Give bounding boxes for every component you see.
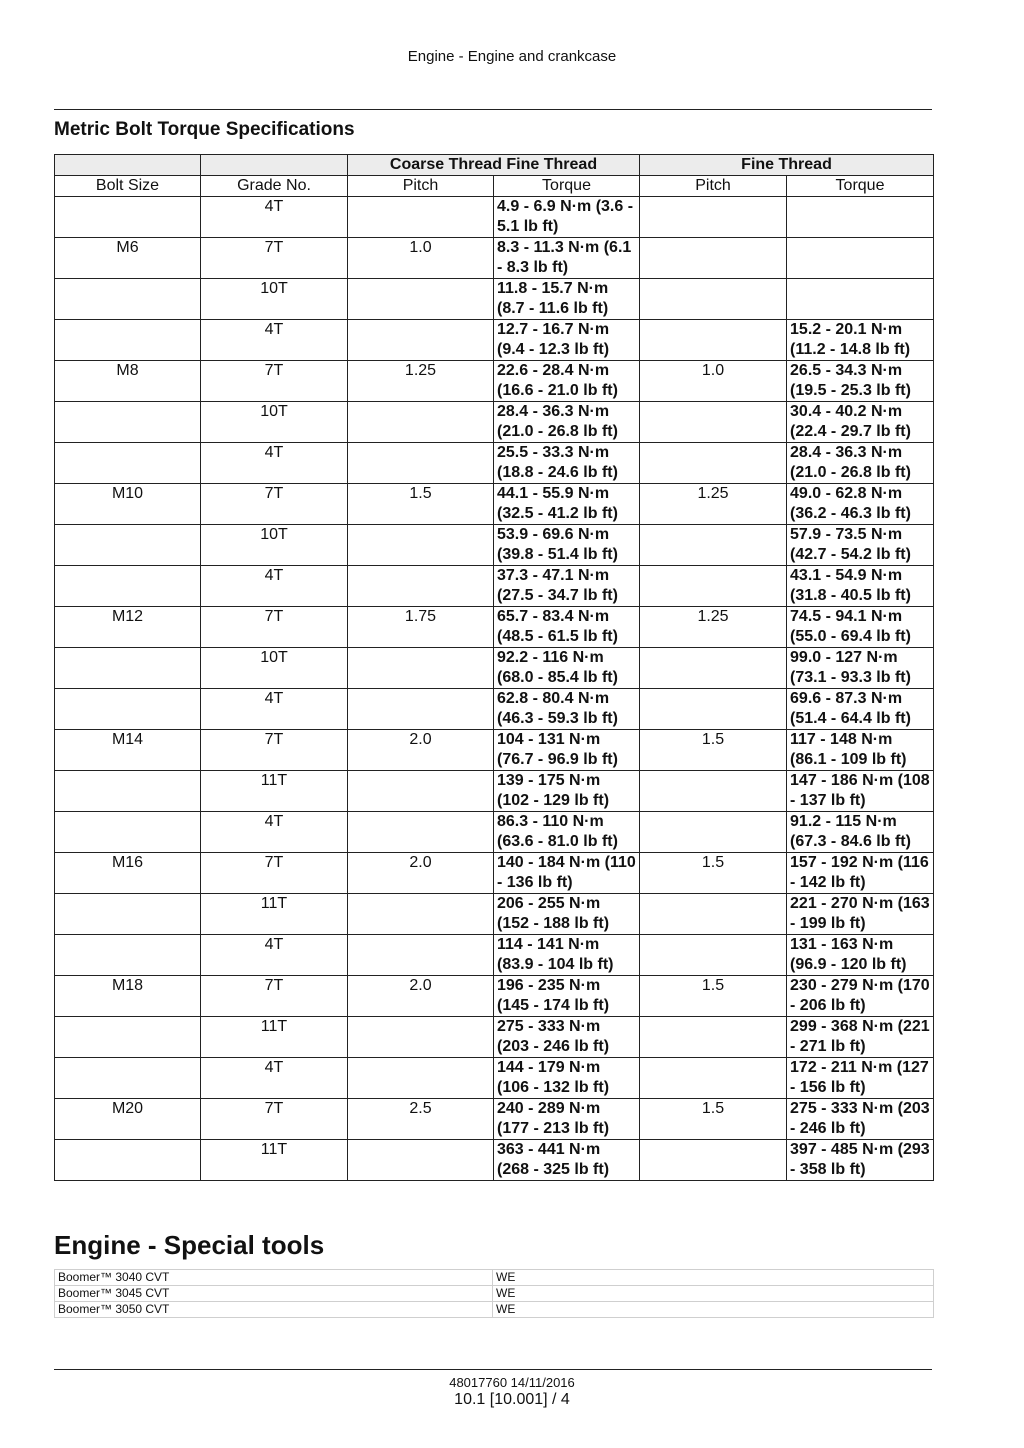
- bolt-size-cell: [55, 894, 201, 935]
- grade-cell: 7T: [201, 607, 348, 648]
- coarse-pitch-cell: 2.0: [348, 730, 494, 771]
- grade-cell: 10T: [201, 402, 348, 443]
- coarse-pitch-cell: 2.5: [348, 1099, 494, 1140]
- fine-pitch-cell: 1.5: [640, 976, 787, 1017]
- coarse-pitch-cell: [348, 812, 494, 853]
- coarse-pitch-cell: [348, 402, 494, 443]
- fine-pitch-cell: 1.5: [640, 1099, 787, 1140]
- fine-pitch-cell: [640, 443, 787, 484]
- table-row: [55, 894, 934, 935]
- group-header-blank: [201, 155, 348, 176]
- bolt-size-cell: [55, 1017, 201, 1058]
- fine-torque-cell: [787, 197, 934, 238]
- table-row: [55, 1302, 934, 1318]
- coarse-torque-cell: 363 - 441 N·m (268 - 325 lb ft): [494, 1140, 640, 1181]
- code-cell: WE: [493, 1286, 934, 1302]
- grade-cell: 4T: [201, 689, 348, 730]
- coarse-pitch-cell: [348, 648, 494, 689]
- table-row: [55, 197, 934, 238]
- bolt-size-cell: [55, 443, 201, 484]
- fine-pitch-cell: 1.5: [640, 730, 787, 771]
- bolt-size-cell: M20: [55, 1099, 201, 1140]
- coarse-torque-cell: 86.3 - 110 N·m (63.6 - 81.0 lb ft): [494, 812, 640, 853]
- fine-torque-cell: 221 - 270 N·m (163 - 199 lb ft): [787, 894, 934, 935]
- coarse-torque-cell: 92.2 - 116 N·m (68.0 - 85.4 lb ft): [494, 648, 640, 689]
- column-header-grade: Grade No.: [201, 176, 348, 197]
- grade-cell: 10T: [201, 279, 348, 320]
- fine-pitch-cell: [640, 279, 787, 320]
- coarse-torque-cell: 22.6 - 28.4 N·m (16.6 - 21.0 lb ft): [494, 361, 640, 402]
- fine-pitch-cell: [640, 525, 787, 566]
- fine-torque-cell: 57.9 - 73.5 N·m (42.7 - 54.2 lb ft): [787, 525, 934, 566]
- table-row: [55, 361, 934, 402]
- coarse-pitch-cell: 1.25: [348, 361, 494, 402]
- code-cell: WE: [493, 1302, 934, 1318]
- model-cell: Boomer™ 3045 CVT: [55, 1286, 493, 1302]
- fine-pitch-cell: [640, 197, 787, 238]
- fine-torque-cell: 91.2 - 115 N·m (67.3 - 84.6 lb ft): [787, 812, 934, 853]
- bolt-size-cell: M12: [55, 607, 201, 648]
- bolt-size-cell: [55, 935, 201, 976]
- coarse-torque-cell: 114 - 141 N·m (83.9 - 104 lb ft): [494, 935, 640, 976]
- coarse-torque-cell: 4.9 - 6.9 N·m (3.6 - 5.1 lb ft): [494, 197, 640, 238]
- grade-cell: 10T: [201, 648, 348, 689]
- bolt-size-cell: [55, 320, 201, 361]
- grade-cell: 4T: [201, 197, 348, 238]
- fine-pitch-cell: [640, 320, 787, 361]
- grade-cell: 4T: [201, 443, 348, 484]
- coarse-pitch-cell: [348, 894, 494, 935]
- grade-cell: 11T: [201, 1140, 348, 1181]
- table-row: [55, 730, 934, 771]
- bolt-size-cell: [55, 525, 201, 566]
- table-row: [55, 279, 934, 320]
- table-row: [55, 1058, 934, 1099]
- grade-cell: 4T: [201, 320, 348, 361]
- coarse-pitch-cell: [348, 443, 494, 484]
- bolt-size-cell: [55, 648, 201, 689]
- fine-pitch-cell: [640, 1140, 787, 1181]
- bolt-size-cell: [55, 689, 201, 730]
- bolt-size-cell: M10: [55, 484, 201, 525]
- model-cell: Boomer™ 3040 CVT: [55, 1270, 493, 1286]
- grade-cell: 4T: [201, 812, 348, 853]
- fine-torque-cell: 49.0 - 62.8 N·m (36.2 - 46.3 lb ft): [787, 484, 934, 525]
- fine-torque-cell: 172 - 211 N·m (127 - 156 lb ft): [787, 1058, 934, 1099]
- table-row: [55, 853, 934, 894]
- coarse-pitch-cell: 2.0: [348, 853, 494, 894]
- table-row: [55, 689, 934, 730]
- coarse-pitch-cell: 1.5: [348, 484, 494, 525]
- table-row: [55, 648, 934, 689]
- grade-cell: 11T: [201, 1017, 348, 1058]
- column-header-fine-torque: Torque: [787, 176, 934, 197]
- fine-torque-cell: 230 - 279 N·m (170 - 206 lb ft): [787, 976, 934, 1017]
- fine-torque-cell: [787, 279, 934, 320]
- coarse-torque-cell: 62.8 - 80.4 N·m (46.3 - 59.3 lb ft): [494, 689, 640, 730]
- coarse-torque-cell: 25.5 - 33.3 N·m (18.8 - 24.6 lb ft): [494, 443, 640, 484]
- coarse-torque-cell: 139 - 175 N·m (102 - 129 lb ft): [494, 771, 640, 812]
- bolt-size-cell: [55, 812, 201, 853]
- coarse-torque-cell: 37.3 - 47.1 N·m (27.5 - 34.7 lb ft): [494, 566, 640, 607]
- fine-pitch-cell: 1.25: [640, 607, 787, 648]
- fine-torque-cell: 299 - 368 N·m (221 - 271 lb ft): [787, 1017, 934, 1058]
- coarse-torque-cell: 8.3 - 11.3 N·m (6.1 - 8.3 lb ft): [494, 238, 640, 279]
- coarse-torque-cell: 65.7 - 83.4 N·m (48.5 - 61.5 lb ft): [494, 607, 640, 648]
- fine-torque-cell: 157 - 192 N·m (116 - 142 lb ft): [787, 853, 934, 894]
- fine-torque-cell: 275 - 333 N·m (203 - 246 lb ft): [787, 1099, 934, 1140]
- coarse-pitch-cell: [348, 689, 494, 730]
- column-header-coarse-torque: Torque: [494, 176, 640, 197]
- coarse-torque-cell: 104 - 131 N·m (76.7 - 96.9 lb ft): [494, 730, 640, 771]
- group-header-coarse: Coarse Thread Fine Thread: [348, 155, 640, 176]
- table-row: [55, 812, 934, 853]
- table-row: [55, 484, 934, 525]
- coarse-torque-cell: 240 - 289 N·m (177 - 213 lb ft): [494, 1099, 640, 1140]
- bolt-size-cell: M8: [55, 361, 201, 402]
- table-row: [55, 1017, 934, 1058]
- table-row: [55, 1140, 934, 1181]
- table-row: [55, 238, 934, 279]
- grade-cell: 10T: [201, 525, 348, 566]
- fine-pitch-cell: 1.0: [640, 361, 787, 402]
- special-tools-title: Engine - Special tools: [54, 1230, 325, 1260]
- footer-divider: [54, 1369, 932, 1370]
- grade-cell: 4T: [201, 935, 348, 976]
- table-row: [55, 771, 934, 812]
- coarse-pitch-cell: 1.0: [348, 238, 494, 279]
- bolt-size-cell: [55, 1140, 201, 1181]
- table-row: [55, 976, 934, 1017]
- bolt-size-cell: M6: [55, 238, 201, 279]
- table-row: [55, 935, 934, 976]
- fine-pitch-cell: [640, 402, 787, 443]
- special-tools-table: [54, 1269, 934, 1318]
- table-row: [55, 320, 934, 361]
- coarse-torque-cell: 12.7 - 16.7 N·m (9.4 - 12.3 lb ft): [494, 320, 640, 361]
- table-row: [55, 1270, 934, 1286]
- column-header-fine-pitch: Pitch: [640, 176, 787, 197]
- coarse-pitch-cell: [348, 935, 494, 976]
- fine-pitch-cell: [640, 238, 787, 279]
- fine-torque-cell: 69.6 - 87.3 N·m (51.4 - 64.4 lb ft): [787, 689, 934, 730]
- bolt-size-cell: [55, 566, 201, 607]
- grade-cell: 7T: [201, 484, 348, 525]
- grade-cell: 7T: [201, 238, 348, 279]
- fine-pitch-cell: [640, 771, 787, 812]
- fine-torque-cell: 28.4 - 36.3 N·m (21.0 - 26.8 lb ft): [787, 443, 934, 484]
- table-row: [55, 1099, 934, 1140]
- coarse-pitch-cell: 2.0: [348, 976, 494, 1017]
- fine-torque-cell: [787, 238, 934, 279]
- coarse-pitch-cell: 1.75: [348, 607, 494, 648]
- grade-cell: 7T: [201, 976, 348, 1017]
- fine-torque-cell: 30.4 - 40.2 N·m (22.4 - 29.7 lb ft): [787, 402, 934, 443]
- fine-torque-cell: 15.2 - 20.1 N·m (11.2 - 14.8 lb ft): [787, 320, 934, 361]
- fine-torque-cell: 117 - 148 N·m (86.1 - 109 lb ft): [787, 730, 934, 771]
- grade-cell: 7T: [201, 853, 348, 894]
- group-header-fine: Fine Thread: [640, 155, 934, 176]
- coarse-pitch-cell: [348, 197, 494, 238]
- coarse-pitch-cell: [348, 1058, 494, 1099]
- fine-torque-cell: 147 - 186 N·m (108 - 137 lb ft): [787, 771, 934, 812]
- bolt-size-cell: [55, 279, 201, 320]
- model-cell: Boomer™ 3050 CVT: [55, 1302, 493, 1318]
- bolt-size-cell: [55, 1058, 201, 1099]
- fine-torque-cell: 43.1 - 54.9 N·m (31.8 - 40.5 lb ft): [787, 566, 934, 607]
- coarse-torque-cell: 11.8 - 15.7 N·m (8.7 - 11.6 lb ft): [494, 279, 640, 320]
- table-row: [55, 1286, 934, 1302]
- fine-pitch-cell: [640, 812, 787, 853]
- bolt-size-cell: [55, 402, 201, 443]
- fine-torque-cell: 131 - 163 N·m (96.9 - 120 lb ft): [787, 935, 934, 976]
- coarse-pitch-cell: [348, 566, 494, 607]
- grade-cell: 11T: [201, 771, 348, 812]
- coarse-pitch-cell: [348, 771, 494, 812]
- bolt-size-cell: M18: [55, 976, 201, 1017]
- coarse-torque-cell: 196 - 235 N·m (145 - 174 lb ft): [494, 976, 640, 1017]
- coarse-torque-cell: 206 - 255 N·m (152 - 188 lb ft): [494, 894, 640, 935]
- coarse-torque-cell: 140 - 184 N·m (110 - 136 lb ft): [494, 853, 640, 894]
- fine-pitch-cell: [640, 566, 787, 607]
- fine-pitch-cell: [640, 894, 787, 935]
- fine-pitch-cell: [640, 689, 787, 730]
- fine-torque-cell: 74.5 - 94.1 N·m (55.0 - 69.4 lb ft): [787, 607, 934, 648]
- fine-pitch-cell: [640, 1017, 787, 1058]
- group-header-row: [55, 155, 934, 176]
- coarse-torque-cell: 144 - 179 N·m (106 - 132 lb ft): [494, 1058, 640, 1099]
- column-header-bolt-size: Bolt Size: [55, 176, 201, 197]
- grade-cell: 7T: [201, 1099, 348, 1140]
- table-row: [55, 525, 934, 566]
- fine-torque-cell: 99.0 - 127 N·m (73.1 - 93.3 lb ft): [787, 648, 934, 689]
- table-row: [55, 566, 934, 607]
- fine-pitch-cell: 1.5: [640, 853, 787, 894]
- header-divider: [54, 109, 932, 110]
- fine-torque-cell: 26.5 - 34.3 N·m (19.5 - 25.3 lb ft): [787, 361, 934, 402]
- section-title: Metric Bolt Torque Specifications: [54, 119, 355, 140]
- fine-pitch-cell: [640, 648, 787, 689]
- table-row: [55, 607, 934, 648]
- column-header-coarse-pitch: Pitch: [348, 176, 494, 197]
- torque-table: [54, 154, 934, 1181]
- coarse-pitch-cell: [348, 1140, 494, 1181]
- coarse-pitch-cell: [348, 525, 494, 566]
- fine-pitch-cell: 1.25: [640, 484, 787, 525]
- coarse-pitch-cell: [348, 1017, 494, 1058]
- coarse-torque-cell: 275 - 333 N·m (203 - 246 lb ft): [494, 1017, 640, 1058]
- group-header-blank: [55, 155, 201, 176]
- fine-torque-cell: 397 - 485 N·m (293 - 358 lb ft): [787, 1140, 934, 1181]
- coarse-pitch-cell: [348, 320, 494, 361]
- fine-pitch-cell: [640, 935, 787, 976]
- grade-cell: 11T: [201, 894, 348, 935]
- coarse-torque-cell: 28.4 - 36.3 N·m (21.0 - 26.8 lb ft): [494, 402, 640, 443]
- bolt-size-cell: M14: [55, 730, 201, 771]
- coarse-torque-cell: 53.9 - 69.6 N·m (39.8 - 51.4 lb ft): [494, 525, 640, 566]
- table-row: [55, 443, 934, 484]
- coarse-torque-cell: 44.1 - 55.9 N·m (32.5 - 41.2 lb ft): [494, 484, 640, 525]
- column-header-row: [55, 176, 934, 197]
- grade-cell: 7T: [201, 361, 348, 402]
- bolt-size-cell: M16: [55, 853, 201, 894]
- page-header: Engine - Engine and crankcase: [407, 48, 617, 65]
- code-cell: WE: [493, 1270, 934, 1286]
- bolt-size-cell: [55, 771, 201, 812]
- bolt-size-cell: [55, 197, 201, 238]
- grade-cell: 7T: [201, 730, 348, 771]
- footer-page-number: 10.1 [10.001] / 4: [454, 1391, 570, 1408]
- table-row: [55, 402, 934, 443]
- grade-cell: 4T: [201, 1058, 348, 1099]
- fine-pitch-cell: [640, 1058, 787, 1099]
- footer-document-id: 48017760 14/11/2016: [449, 1375, 575, 1390]
- grade-cell: 4T: [201, 566, 348, 607]
- coarse-pitch-cell: [348, 279, 494, 320]
